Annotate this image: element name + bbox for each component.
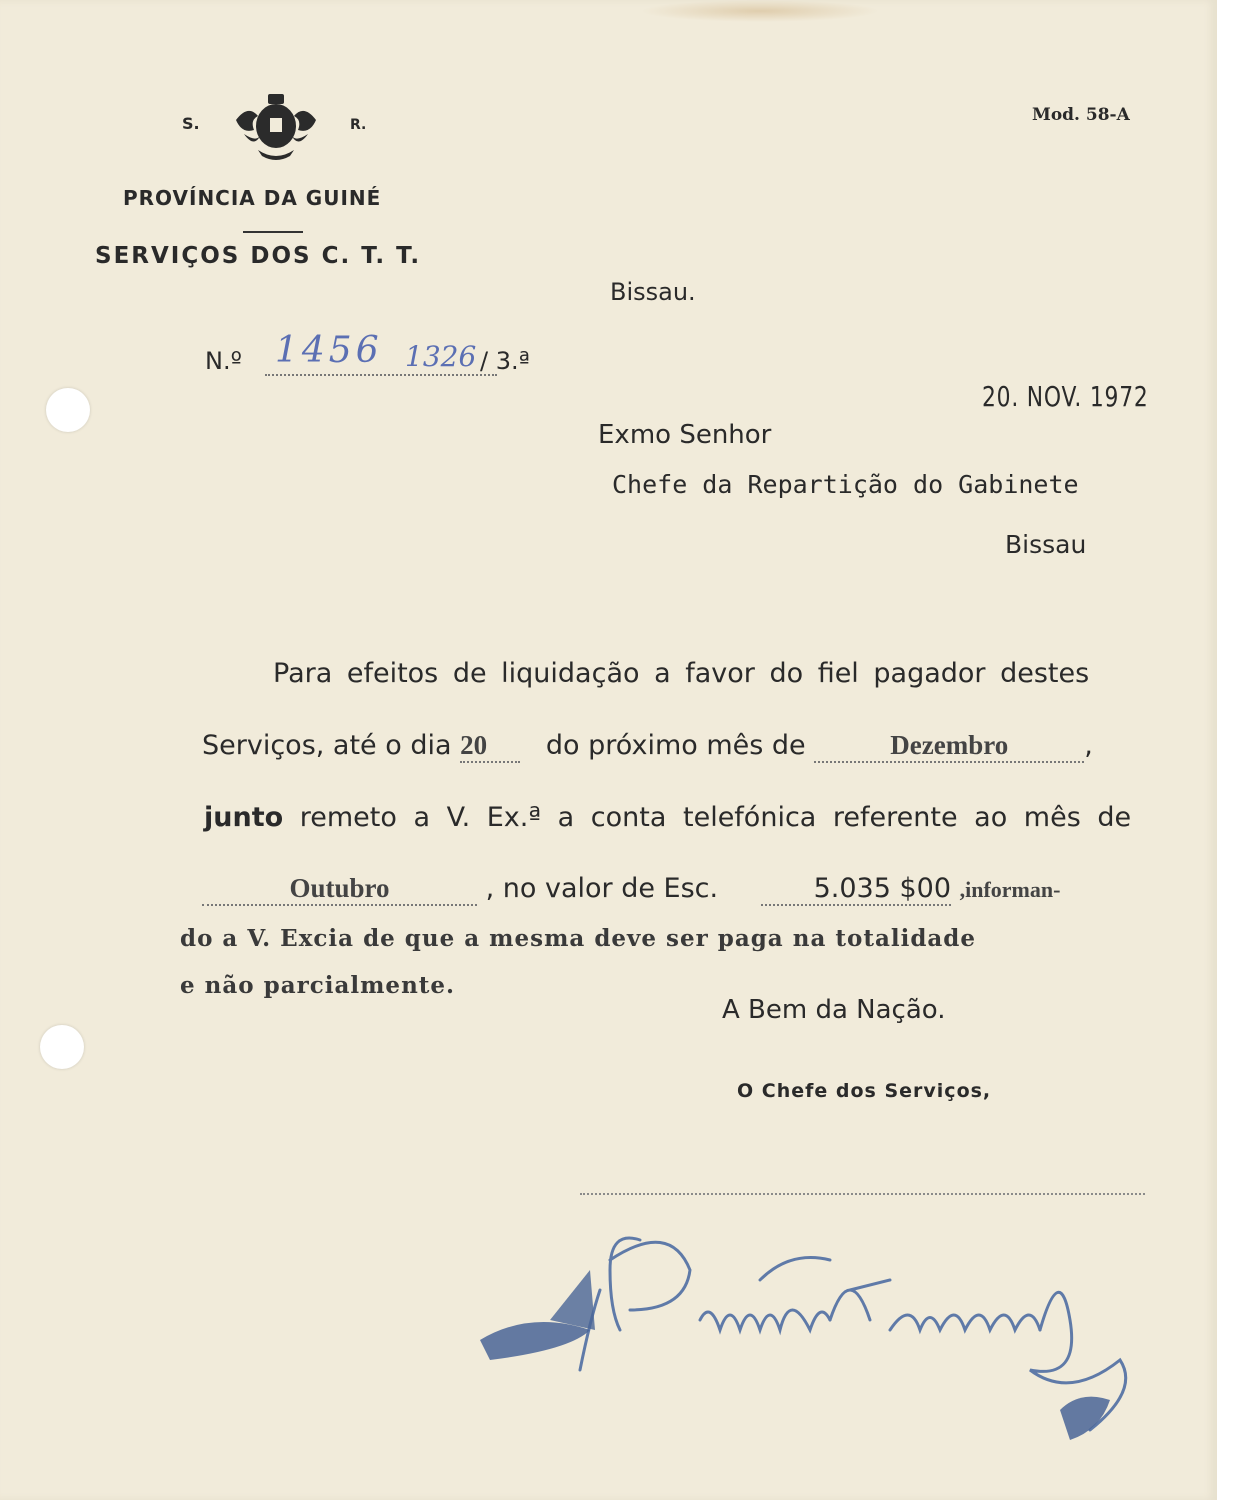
body-line-2: [202, 730, 1093, 763]
scan-edge: [1217, 0, 1237, 1500]
due-month: Dezembro: [814, 730, 1084, 763]
sender-city: Bissau.: [610, 278, 696, 306]
heading-divider: [243, 231, 303, 233]
services-heading: SERVIÇOS DOS C. T. T.: [95, 243, 422, 269]
province-heading: PROVÍNCIA DA GUINÉ: [123, 186, 382, 210]
reference-dotted-line: [265, 374, 497, 376]
amount-value: 5.035 $00: [761, 873, 951, 906]
typed-line-2: e não parcialmente.: [180, 972, 456, 999]
closing-formula: A Bem da Nação.: [722, 995, 946, 1025]
punch-hole-bottom: [40, 1025, 84, 1069]
signatory-title: O Chefe dos Serviços,: [737, 1080, 992, 1102]
body-line-3-text: remeto a V. Ex.ª a conta telefónica referente ao mês de: [299, 802, 1132, 833]
paper-stain: [640, 0, 880, 22]
reference-suffix: / 3.ª: [480, 347, 530, 375]
body-line-4-text: , no valor de Esc.: [485, 873, 719, 904]
signature-line: [580, 1193, 1145, 1195]
process-number: 1326: [405, 340, 477, 373]
body-line-4: [202, 873, 1060, 906]
recipient-city: Bissau: [1005, 530, 1087, 559]
reference-label: N.º: [205, 347, 242, 375]
reference-number: 1456: [275, 330, 383, 371]
typed-line-1: do a V. Excia de que a mesma deve ser paga na totalidade: [180, 925, 977, 952]
date-stamp: 20. NOV. 1972: [982, 380, 1149, 413]
form-code: Mod. 58-A: [1032, 105, 1130, 125]
body-line-2-text-b: do próximo mês de: [545, 730, 806, 761]
punch-hole-top: [46, 388, 90, 432]
reference-month: Outubro: [202, 873, 477, 906]
body-line-4-typed: ,informan-: [959, 877, 1061, 902]
body-line-2-comma: ,: [1084, 730, 1093, 761]
body-line-1: Para efeitos de liquidação a favor do fiel pagador destes: [273, 658, 1090, 689]
body-line-3: [204, 802, 1131, 833]
body-line-2-text: Serviços, até o dia: [202, 730, 452, 761]
coat-of-arms-icon: [228, 90, 324, 162]
left-initial: S.: [182, 114, 200, 133]
salutation: Exmo Senhor: [598, 420, 772, 450]
body-line-3-start: junto: [204, 802, 284, 833]
signature: [470, 1200, 1150, 1450]
due-day: 20: [460, 730, 520, 763]
recipient-title: Chefe da Repartição do Gabinete: [612, 470, 1079, 499]
right-initial: R.: [350, 117, 367, 133]
